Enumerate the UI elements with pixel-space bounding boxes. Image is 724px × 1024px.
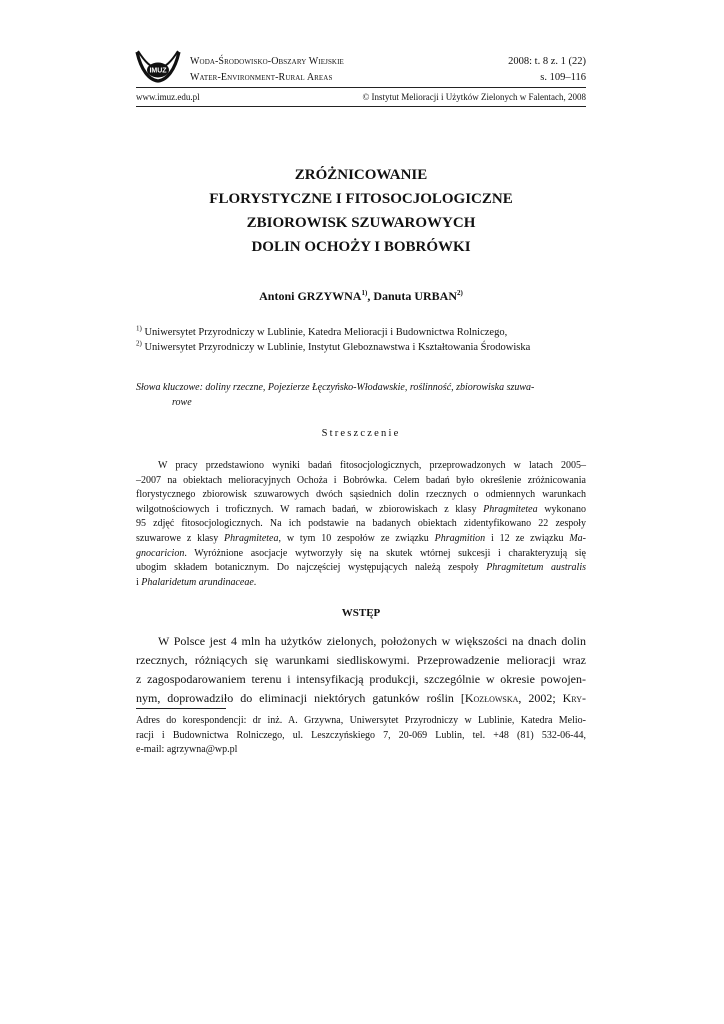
body-line: nym, doprowadziło do eliminacji niektórych gatunków roślin [Kozłowska, 2002; Kry- bbox=[136, 691, 586, 705]
journal-name-pl: Woda-Środowisko-Obszary Wiejskie bbox=[190, 56, 344, 67]
abstract-line: gnocaricion. Wyróżnione asocjacje wytworzyły się na skutek wtórnej sukcesji i charakteryzują się bbox=[136, 547, 586, 559]
svg-text:IMUZ: IMUZ bbox=[149, 67, 167, 75]
body-line: W Polsce jest 4 mln ha użytków zielonych, położonych w większości na dnach dolin bbox=[158, 634, 586, 648]
abstract-body bbox=[136, 459, 586, 590]
abstract-line: i Phalaridetum arundinaceae. bbox=[136, 576, 257, 588]
abstract-line: wilgotnościowych i troficznych. W ramach badań, w zbiorowiskach z klasy Phragmitetea wykonano bbox=[136, 503, 586, 515]
abstract-heading: Streszczenie bbox=[321, 428, 401, 439]
body-line: z zagospodarowaniem terenu i intensyfikacją produkcji, szczególnie w okresie powojen- bbox=[136, 672, 586, 686]
header-rule-bottom bbox=[136, 106, 586, 107]
affiliation-item: $^{2)}$ Uniwersytet Przyrodniczy w Lublinie, Instytut Gleboznawstwa i Kształtowania Środowiska bbox=[136, 339, 531, 353]
footnote-line: racji i Budownictwa Rolniczego, ul. Leszczyńskiego 7, 20-069 Lublin, tel. +48 (81) 532-06-44, bbox=[136, 729, 586, 741]
header-rule-top bbox=[136, 87, 586, 88]
abstract-line: florystycznego zbiorowisk szuwarowych dwóch sąsiednich dolin rzecznych o odmiennych warunkach bbox=[136, 489, 586, 501]
author-1: Antoni GRZYWNA bbox=[259, 289, 362, 303]
footnote-rule bbox=[136, 708, 226, 709]
correspondence-footnote bbox=[136, 714, 586, 758]
abstract-line: ubogim składem botanicznym. Do najczęściej występujących należą zespoły Phragmitetum australis bbox=[136, 562, 586, 574]
abstract-line: W pracy przedstawiono wyniki badań fitosocjologicznych, przeprowadzonych w latach 2005– bbox=[158, 460, 586, 471]
abstract-line: 95 zdjęć fitosocjologicznych. Na ich podstawie na badanych obiektach zidentyfikowano 22 zespoły bbox=[136, 518, 586, 530]
page-range: s. 109–116 bbox=[540, 72, 586, 83]
issue-number: 2008: t. 8 z. 1 (22) bbox=[508, 56, 586, 67]
affiliations bbox=[136, 325, 586, 355]
website-link[interactable]: www.imuz.edu.pl bbox=[136, 92, 200, 102]
keywords bbox=[136, 380, 586, 410]
abstract-line: –2007 na obiektach melioracyjnych Ochoża i Bobrówka. Celem badań było określenie zróżnicowania bbox=[136, 474, 586, 486]
title-line: FLORYSTYCZNE I FITOSOCJOLOGICZNE bbox=[209, 191, 513, 207]
title-line: ZBIOROWISK SZUWAROWYCH bbox=[246, 215, 476, 231]
author-1-affil-mark: 1) bbox=[361, 289, 368, 297]
abstract-line: szuwarowe z klasy Phragmitetea, w tym 10 zespołów ze związku Phragmition i 12 ze związku Ma- bbox=[136, 532, 586, 544]
author-list bbox=[136, 287, 586, 305]
keywords-line: rowe bbox=[172, 397, 192, 408]
keywords-line: Słowa kluczowe: doliny rzeczne, Pojezierze Łęczyńsko-Włodawskie, roślinność, zbiorowiska szuwa- bbox=[136, 382, 535, 393]
footnote-line: e-mail: agrzywna@wp.pl bbox=[136, 744, 238, 756]
body-line: rzecznych, różniących się warunkami siedliskowymi. Przeprowadzenie melioracji wraz bbox=[136, 653, 586, 667]
issue-info bbox=[508, 54, 586, 86]
section-body bbox=[136, 632, 586, 708]
title-line: ZRÓŻNICOWANIE bbox=[294, 167, 428, 183]
title-line: DOLIN OCHOŻY I BOBRÓWKI bbox=[251, 239, 471, 255]
journal-name bbox=[190, 54, 344, 86]
imuz-logo-icon bbox=[135, 48, 181, 84]
copyright-notice: © Instytut Melioracji i Użytków Zielonych w Falentach, 2008 bbox=[362, 92, 586, 102]
author-2: Danuta URBAN bbox=[373, 289, 458, 303]
affiliation-item: $^{1)}$ Uniwersytet Przyrodniczy w Lublinie, Katedra Melioracji i Budownictwa Rolniczego, bbox=[136, 324, 508, 338]
article-title bbox=[136, 163, 586, 259]
journal-name-en: Water-Environment-Rural Areas bbox=[190, 72, 333, 83]
section-heading: WSTĘP bbox=[341, 607, 381, 619]
author-2-affil-mark: 2) bbox=[457, 289, 463, 297]
author-separator: , bbox=[367, 289, 374, 303]
footnote-line: Adres do korespondencji: dr inż. A. Grzywna, Uniwersytet Przyrodniczy w Lublinie, Katedra Melio- bbox=[136, 715, 586, 726]
